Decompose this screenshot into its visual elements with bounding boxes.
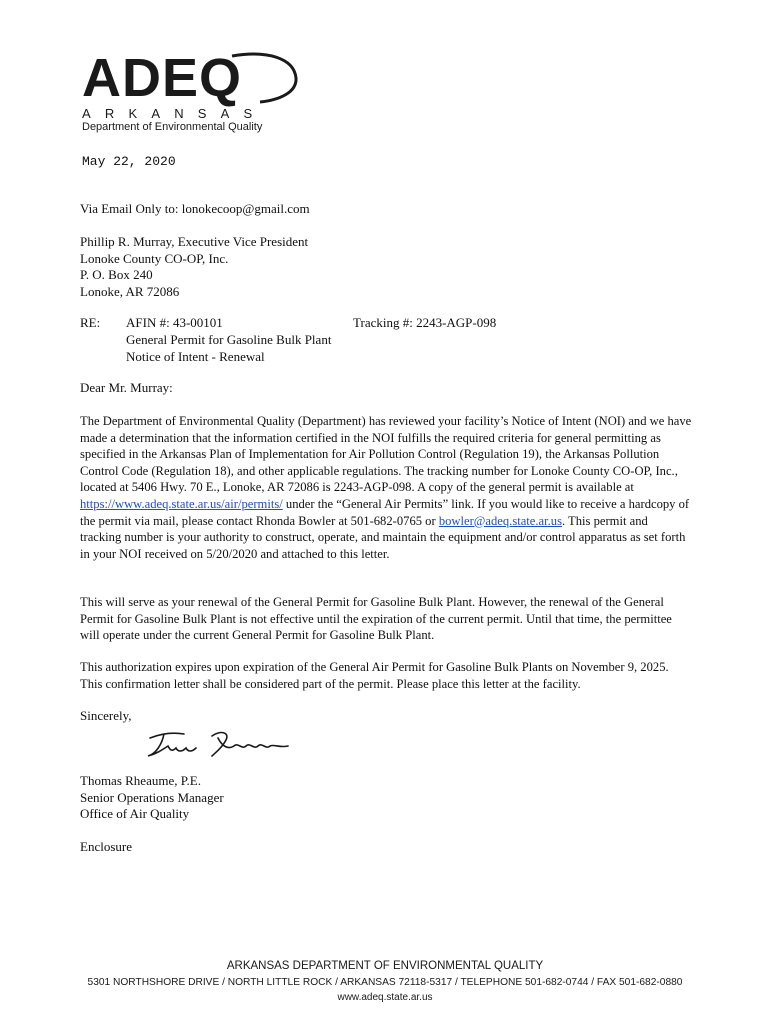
handwritten-signature xyxy=(142,726,302,766)
body-paragraph-3 xyxy=(80,659,692,692)
afin-number: AFIN #: 43-00101 xyxy=(126,315,223,330)
signer-block xyxy=(80,773,224,823)
recipient-address xyxy=(80,234,308,300)
paragraph-text: . This permit and tracking number is your authority to construct, operate, and maintain the equipment and/or control apparatus as set forth in your NOI received on 5/20/2020 and attached to this letter. xyxy=(80,513,686,561)
footer-address: 5301 NORTHSHORE DRIVE / NORTH LITTLE ROCK / ARKANSAS 72118-5317 / TELEPHONE 501-682-0744 / FAX 501-682-0880 xyxy=(87,977,683,988)
footer-website: www.adeq.state.ar.us xyxy=(337,992,433,1003)
signer-title: Senior Operations Manager xyxy=(80,789,224,805)
permits-link[interactable]: https://www.adeq.state.ar.us/air/permits/ xyxy=(80,496,283,511)
re-block xyxy=(80,315,700,367)
enclosure-note: Enclosure xyxy=(80,839,132,854)
logo-state-name: ARKANSAS xyxy=(82,106,267,121)
footer-agency-name: ARKANSAS DEPARTMENT OF ENVIRONMENTAL QUALITY xyxy=(226,960,544,972)
agency-logo xyxy=(82,48,302,138)
re-subject-line: General Permit for Gasoline Bulk Plant xyxy=(126,332,332,347)
re-subject-line: Notice of Intent - Renewal xyxy=(126,349,265,364)
paragraph-text: under the “General Air Permits” link. If you would like to receive a hardcopy of the permit via mail, please contact Rhonda Bowler at 501-682-0765 or xyxy=(80,496,690,528)
signer-office: Office of Air Quality xyxy=(80,806,190,821)
salutation: Dear Mr. Murray: xyxy=(80,380,173,395)
logo-swoosh-icon xyxy=(82,48,302,108)
body-paragraph-1 xyxy=(80,413,692,562)
recipient-line: P. O. Box 240 xyxy=(80,267,153,282)
recipient-line: Phillip R. Murray, Executive Vice President xyxy=(80,234,309,249)
paragraph-text: This will serve as your renewal of the General Permit for Gasoline Bulk Plant. However, the renewal of the General Permit for Gasoline Bulk Plant is not effective until the expiration of the current permit. Until that time, the permittee will operate under the current General Permit for Gasoline Bulk Plant. xyxy=(80,595,672,643)
re-label: RE: xyxy=(80,315,101,330)
signer-name: Thomas Rheaume, P.E. xyxy=(80,773,201,788)
logo-wordmark: ADEQ xyxy=(82,48,243,108)
closing: Sincerely, xyxy=(80,708,132,723)
email-link[interactable]: bowler@adeq.state.ar.us xyxy=(438,513,562,528)
paragraph-text: This authorization expires upon expiration of the General Air Permit for Gasoline Bulk Plants on November 9, 2025. This confirmation letter shall be considered part of the permit. Please place this letter at the facility. xyxy=(80,660,669,691)
body-paragraph-2 xyxy=(80,594,692,644)
tracking-number: Tracking #: 2243-AGP-098 xyxy=(353,315,497,330)
via-email-line: Via Email Only to: lonokecoop@gmail.com xyxy=(80,201,310,216)
paragraph-text: The Department of Environmental Quality (Department) has reviewed your facility’s Notice of Intent (NOI) and we have made a determination that the information certified in the NOI fulfills the required criteria for general permitting as specified in the Arkansas Plan of Implementation for Air Pollution Control (Regulation 19), the Arkansas Pollution Control Code (Regulation 18), and other applicable regulations. The tracking number for Lonoke County CO-OP, Inc., located at 5406 Hwy. 70 E., Lonoke, AR 72086 is 2243-AGP-098. A copy of the general permit is available at xyxy=(80,414,692,495)
recipient-line: Lonoke, AR 72086 xyxy=(80,283,180,299)
recipient-line: Lonoke County CO-OP, Inc. xyxy=(80,250,229,266)
logo-department-name: Department of Environmental Quality xyxy=(82,121,263,133)
letter-date: May 22, 2020 xyxy=(82,154,176,169)
